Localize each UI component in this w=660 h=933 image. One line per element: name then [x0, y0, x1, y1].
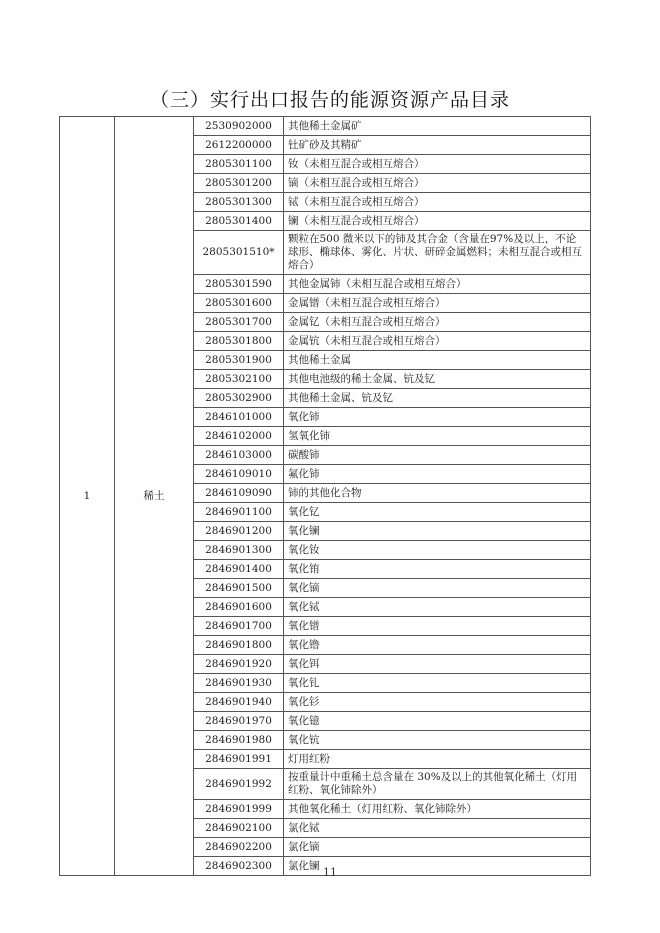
product-name-cell: 氯化铽 [284, 819, 591, 838]
product-name-cell: 氧化镱 [284, 712, 591, 731]
hs-code-cell: 2846901991 [194, 750, 284, 769]
hs-code-cell: 2805301800 [194, 332, 284, 351]
hs-code-cell: 2846901800 [194, 636, 284, 655]
hs-code-cell: 2846109010 [194, 465, 284, 484]
product-name-cell: 其他稀土金属、钪及钇 [284, 389, 591, 408]
product-name-cell: 氧化钇 [284, 503, 591, 522]
hs-code-cell: 2805302100 [194, 370, 284, 389]
page-number: 11 [323, 866, 337, 879]
hs-code-cell: 2846901200 [194, 522, 284, 541]
hs-code-cell: 2846901920 [194, 655, 284, 674]
hs-code-cell: 2846902300 [194, 857, 284, 876]
product-name-cell: 氯化镧 [284, 857, 591, 876]
hs-code-cell: 2846901940 [194, 693, 284, 712]
product-name-cell: 颗粒在500 微米以下的铈及其合金（含量在97%及以上，不论球形、椭球体、雾化、片状、研碎金属燃料；未相互混合或相互熔合） [284, 231, 591, 275]
product-name-cell: 碳酸铈 [284, 446, 591, 465]
product-name-cell: 灯用红粉 [284, 750, 591, 769]
hs-code-cell: 2805301300 [194, 193, 284, 212]
product-name-cell: 氧化钪 [284, 731, 591, 750]
group-seq-cell: 1 [60, 117, 115, 876]
hs-code-cell: 2846901970 [194, 712, 284, 731]
product-name-cell: 氧化镥 [284, 636, 591, 655]
hs-code-cell: 2612200000 [194, 136, 284, 155]
product-name-cell: 氧化钆 [284, 674, 591, 693]
page-title: （三）实行出口报告的能源资源产品目录 [149, 89, 510, 111]
hs-code-cell: 2846901980 [194, 731, 284, 750]
product-name-cell: 钍矿砂及其精矿 [284, 136, 591, 155]
product-name-cell: 氧化铒 [284, 655, 591, 674]
hs-code-cell: 2805301600 [194, 294, 284, 313]
product-name-cell: 镧（未相互混合或相互熔合） [284, 212, 591, 231]
product-name-cell: 氧化铈 [284, 408, 591, 427]
hs-code-cell: 2846901300 [194, 541, 284, 560]
product-name-cell: 金属钪（未相互混合或相互熔合） [284, 332, 591, 351]
hs-code-cell: 2805301200 [194, 174, 284, 193]
hs-code-cell: 2805301100 [194, 155, 284, 174]
hs-code-cell: 2846102000 [194, 427, 284, 446]
hs-code-cell: 2846109090 [194, 484, 284, 503]
table-row [60, 117, 591, 136]
product-name-cell: 其他稀土金属矿 [284, 117, 591, 136]
hs-code-cell: 2846901700 [194, 617, 284, 636]
hs-code-cell: 2846901930 [194, 674, 284, 693]
group-category-cell: 稀土 [115, 117, 194, 876]
product-name-cell: 氧化铕 [284, 560, 591, 579]
product-name-cell: 金属钇（未相互混合或相互熔合） [284, 313, 591, 332]
hs-code-cell: 2846902200 [194, 838, 284, 857]
product-name-cell: 铽（未相互混合或相互熔合） [284, 193, 591, 212]
hs-code-cell: 2846901992 [194, 769, 284, 800]
product-name-cell: 氧化铽 [284, 598, 591, 617]
product-name-cell: 氟化铈 [284, 465, 591, 484]
product-name-cell: 铈的其他化合物 [284, 484, 591, 503]
product-name-cell: 其他电池级的稀土金属、钪及钇 [284, 370, 591, 389]
product-name-cell: 氧化镝 [284, 579, 591, 598]
hs-code-cell: 2846902100 [194, 819, 284, 838]
product-name-cell: 氧化钐 [284, 693, 591, 712]
hs-code-cell: 2846901500 [194, 579, 284, 598]
hs-code-cell: 2805301700 [194, 313, 284, 332]
hs-code-cell: 2846101000 [194, 408, 284, 427]
product-name-cell: 镝（未相互混合或相互熔合） [284, 174, 591, 193]
hs-code-cell: 2530902000 [194, 117, 284, 136]
product-name-cell: 其他氧化稀土（灯用红粉、氧化铈除外） [284, 800, 591, 819]
product-name-cell: 氯化镝 [284, 838, 591, 857]
hs-code-cell: 2805302900 [194, 389, 284, 408]
product-name-cell: 氧化镨 [284, 617, 591, 636]
product-name-cell: 钕（未相互混合或相互熔合） [284, 155, 591, 174]
hs-code-cell: 2805301900 [194, 351, 284, 370]
product-name-cell: 其他金属铈（未相互混合或相互熔合） [284, 275, 591, 294]
hs-code-cell: 2846103000 [194, 446, 284, 465]
product-name-cell: 按重量计中重稀土总含量在 30%及以上的其他氧化稀土（灯用红粉、氧化铈除外） [284, 769, 591, 800]
product-name-cell: 氧化镧 [284, 522, 591, 541]
hs-code-cell: 2805301400 [194, 212, 284, 231]
product-name-cell: 氢氧化铈 [284, 427, 591, 446]
hs-code-cell: 2805301510* [194, 231, 284, 275]
product-name-cell: 其他稀土金属 [284, 351, 591, 370]
product-name-cell: 金属镨（未相互混合或相互熔合） [284, 294, 591, 313]
hs-code-cell: 2846901400 [194, 560, 284, 579]
product-name-cell: 氧化钕 [284, 541, 591, 560]
hs-code-cell: 2805301590 [194, 275, 284, 294]
product-table [59, 116, 591, 876]
hs-code-cell: 2846901100 [194, 503, 284, 522]
hs-code-cell: 2846901600 [194, 598, 284, 617]
hs-code-cell: 2846901999 [194, 800, 284, 819]
